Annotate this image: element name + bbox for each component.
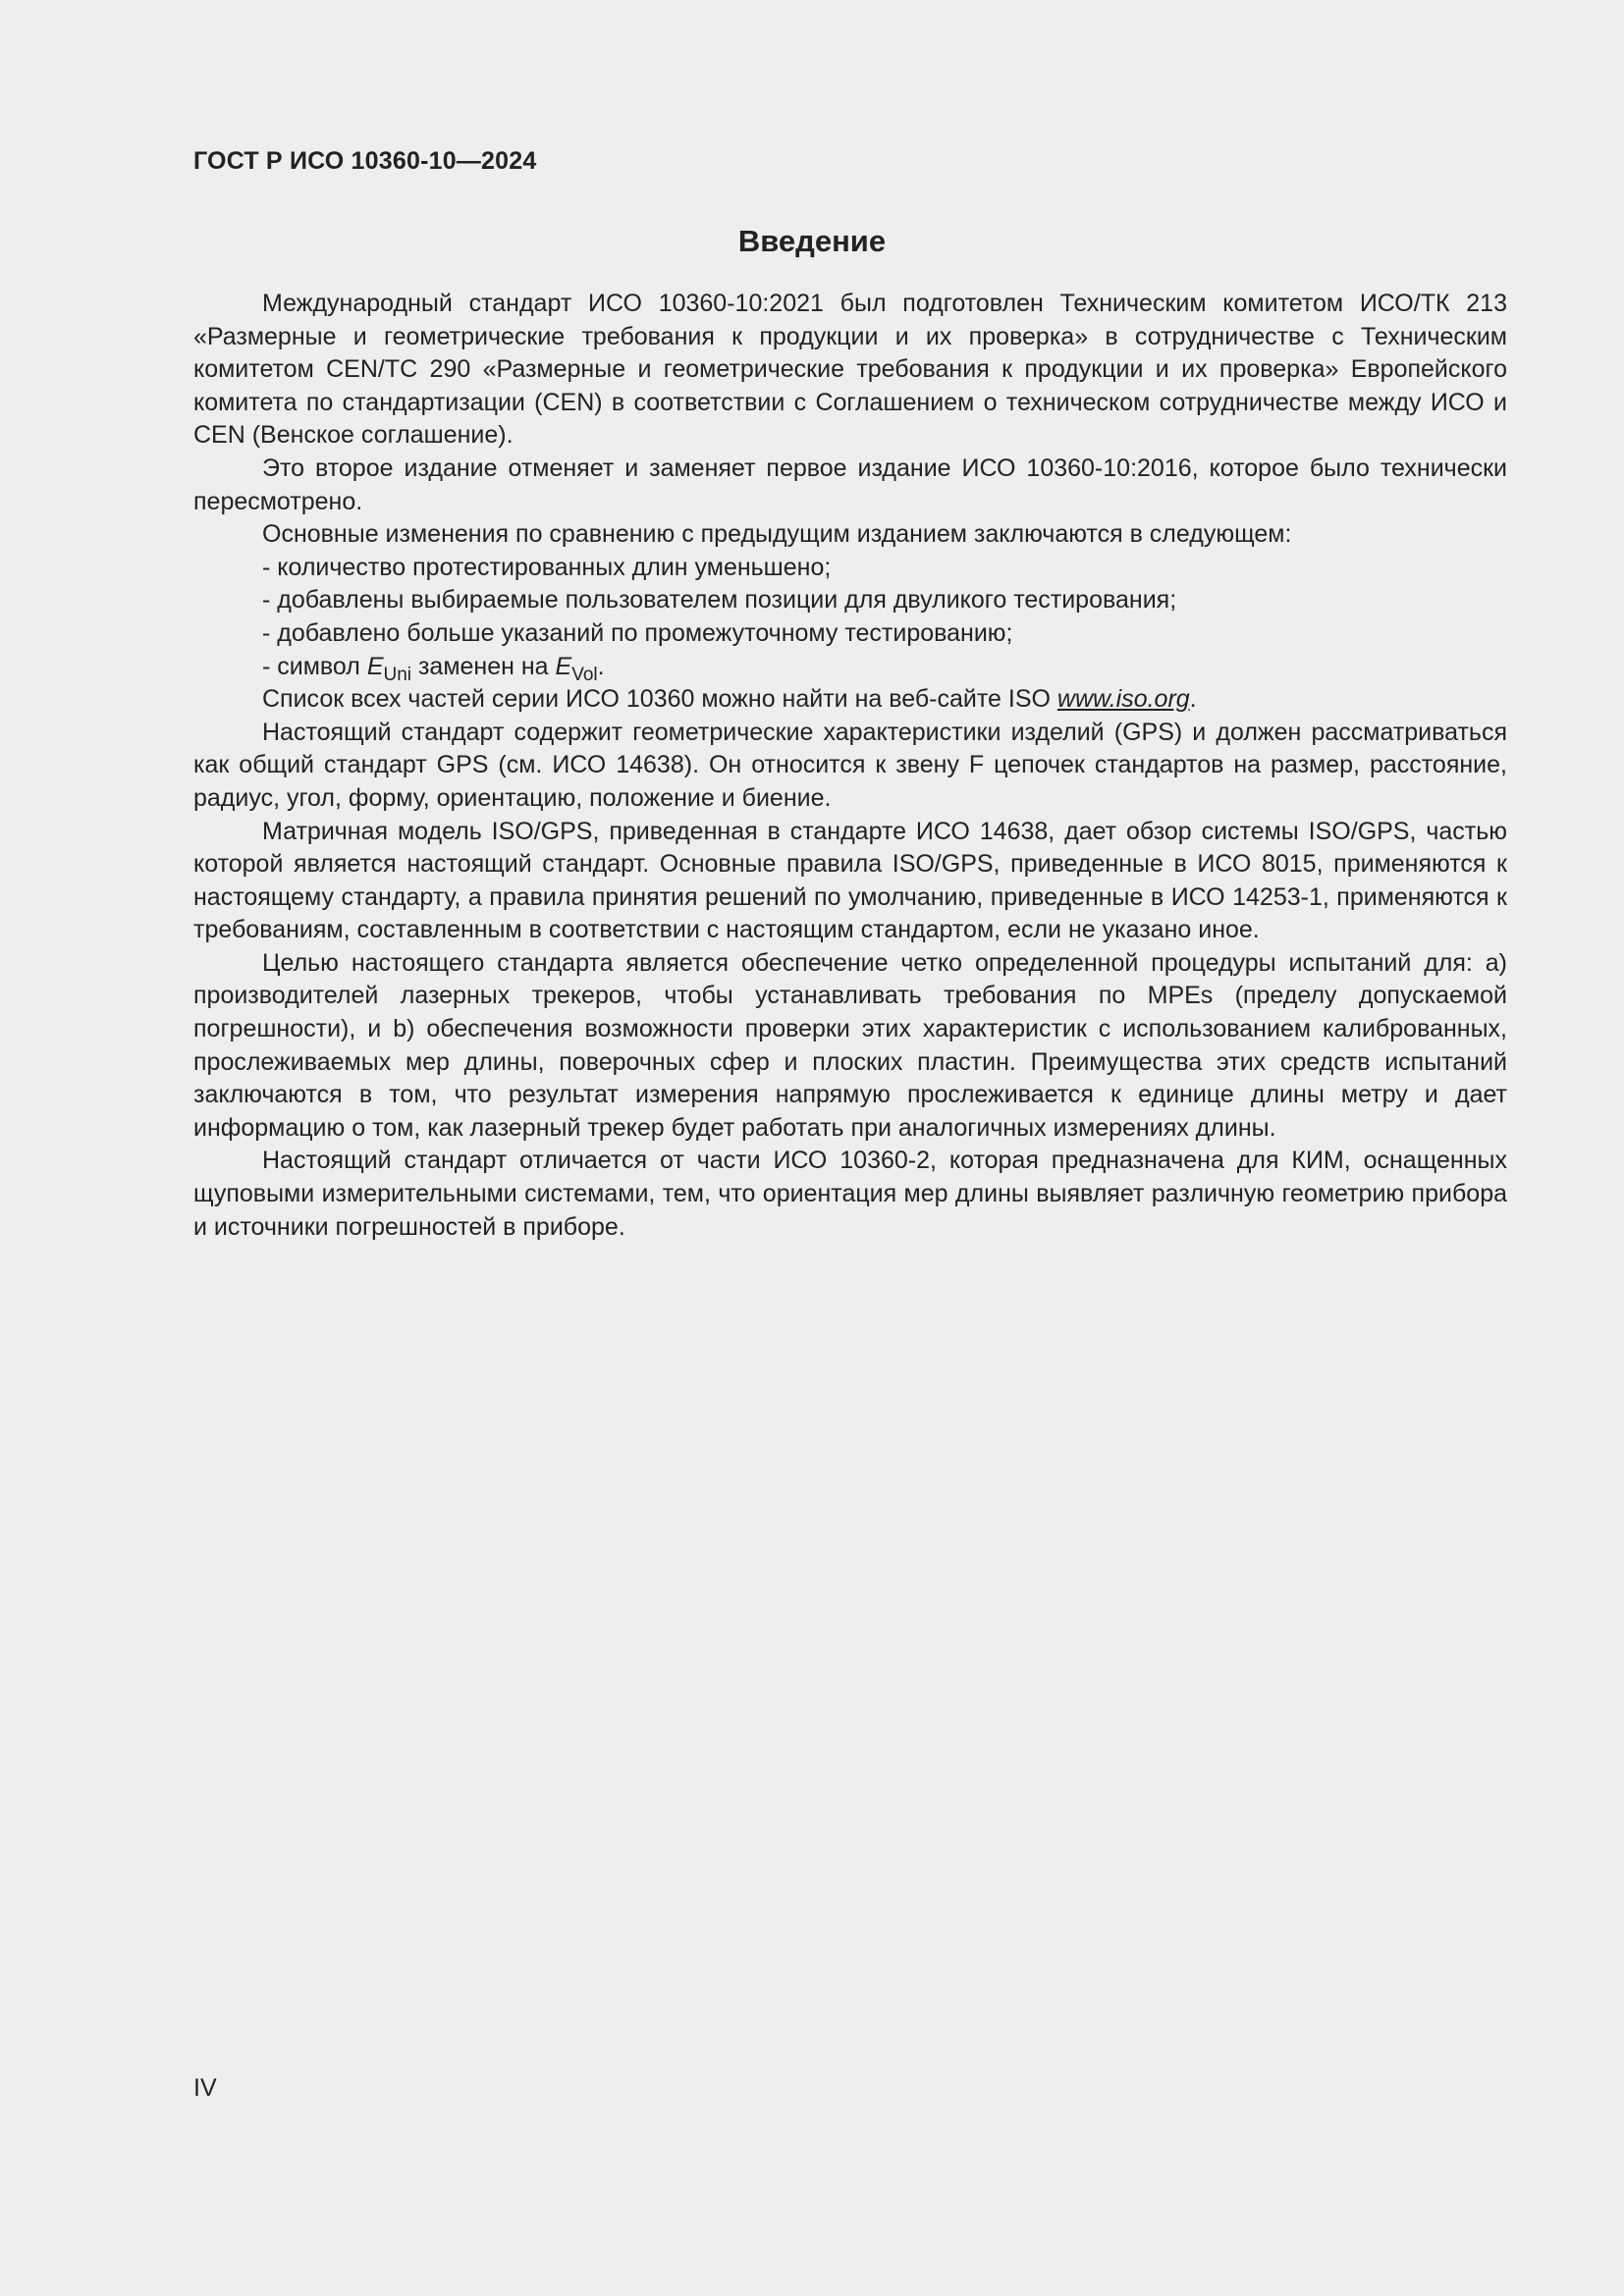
paragraph-series-list bbox=[193, 683, 1507, 717]
paragraph-changes-intro: Основные изменения по сравнению с предыдущим изданием заключаются в следующем: bbox=[262, 520, 1292, 549]
paragraph-purpose: Целью настоящего стандарта является обеспечение четко определенной процедуры испытаний для: а) производителей лазерных трекеров, чтобы устанавливать требования по MPEs (пределу допускаемой погрешности), и b) обеспечения возможности проверки этих характеристик с использованием калиброванных, прослеживаемых мер длины, поверочных сфер и плоских пластин. Преимущества этих средств испытаний заключаются в том, что результат измерения напрямую прослеживается к единице длины метру и дает информацию о том, как лазерный трекер будет работать при аналогичных измерениях длины. bbox=[193, 948, 1507, 1142]
symbol-letter: E bbox=[555, 652, 572, 680]
symbol-subscript: Vol bbox=[571, 664, 598, 685]
list-item: - добавлены выбираемые пользователем позиции для двуликого тестирования; bbox=[262, 586, 1177, 614]
list-item: - количество протестированных длин уменьшено; bbox=[262, 553, 832, 581]
paragraph-text: Список всех частей серии ИСО 10360 можно найти на веб-сайте ISO bbox=[262, 685, 1057, 714]
symbol-letter: E bbox=[366, 652, 384, 680]
section-title: Введение bbox=[737, 224, 887, 258]
paragraph-matrix-model: Матричная модель ISO/GPS, приведенная в стандарте ИСО 14638, дает обзор системы ISO/GPS, частью которой является настоящий стандарт. Основные правила ISO/GPS, приведенные в ИСО 8015, применяются к настоящему стандарту, а правила принятия решений по умолчанию, приведенные в ИСО 14253-1, применяются к требованиям, составленным в соответствии с настоящим стандартом, если не указано иное. bbox=[193, 817, 1507, 944]
symbol-euni bbox=[366, 652, 412, 685]
paragraph-edition: Это второе издание отменяет и заменяет первое издание ИСО 10360-10:2016, которое было технически пересмотрено. bbox=[193, 454, 1507, 515]
iso-website-link[interactable]: www.iso.org bbox=[1056, 685, 1190, 714]
page-number: IV bbox=[193, 2074, 217, 2102]
paragraph-origin: Международный стандарт ИСО 10360-10:2021 был подготовлен Техническим комитетом ИСО/ТК 213 «Размерные и геометрические требования к продукции и их проверка» в сотрудничестве с Техническим комитетом CEN/TC 290 «Размерные и геометрические требования к продукции и их проверка» Европейского комитета по стандартизации (CEN) в соответствии с Соглашением о техническом сотрудничестве между ИСО и CEN (Венское соглашение). bbox=[193, 290, 1507, 450]
section-body bbox=[193, 288, 1507, 1244]
symbol-middle: заменен на bbox=[411, 652, 556, 680]
paragraph-gps: Настоящий стандарт содержит геометрические характеристики изделий (GPS) и должен рассматриваться как общий стандарт GPS (см. ИСО 14638). Он относится к звену F цепочек стандартов на размер, расстояние, радиус, угол, форму, ориентацию, положение и биение. bbox=[193, 718, 1507, 812]
paragraph-difference: Настоящий стандарт отличается от части ИСО 10360-2, которая предназначена для КИМ, оснащенных щуповыми измерительными системами, тем, что ориентация мер длины выявляет различную геометрию прибора и источники погрешностей в приборе. bbox=[193, 1147, 1507, 1241]
symbol-subscript: Uni bbox=[383, 664, 412, 685]
paragraph-end: . bbox=[1189, 685, 1197, 714]
symbol-suffix: . bbox=[597, 652, 605, 680]
symbol-prefix: - символ bbox=[262, 652, 367, 680]
document-header: ГОСТ Р ИСО 10360-10—2024 bbox=[193, 147, 537, 175]
list-item-symbol bbox=[193, 651, 1507, 684]
symbol-evol bbox=[555, 652, 598, 685]
list-item: - добавлено больше указаний по промежуточному тестированию; bbox=[262, 618, 1013, 647]
